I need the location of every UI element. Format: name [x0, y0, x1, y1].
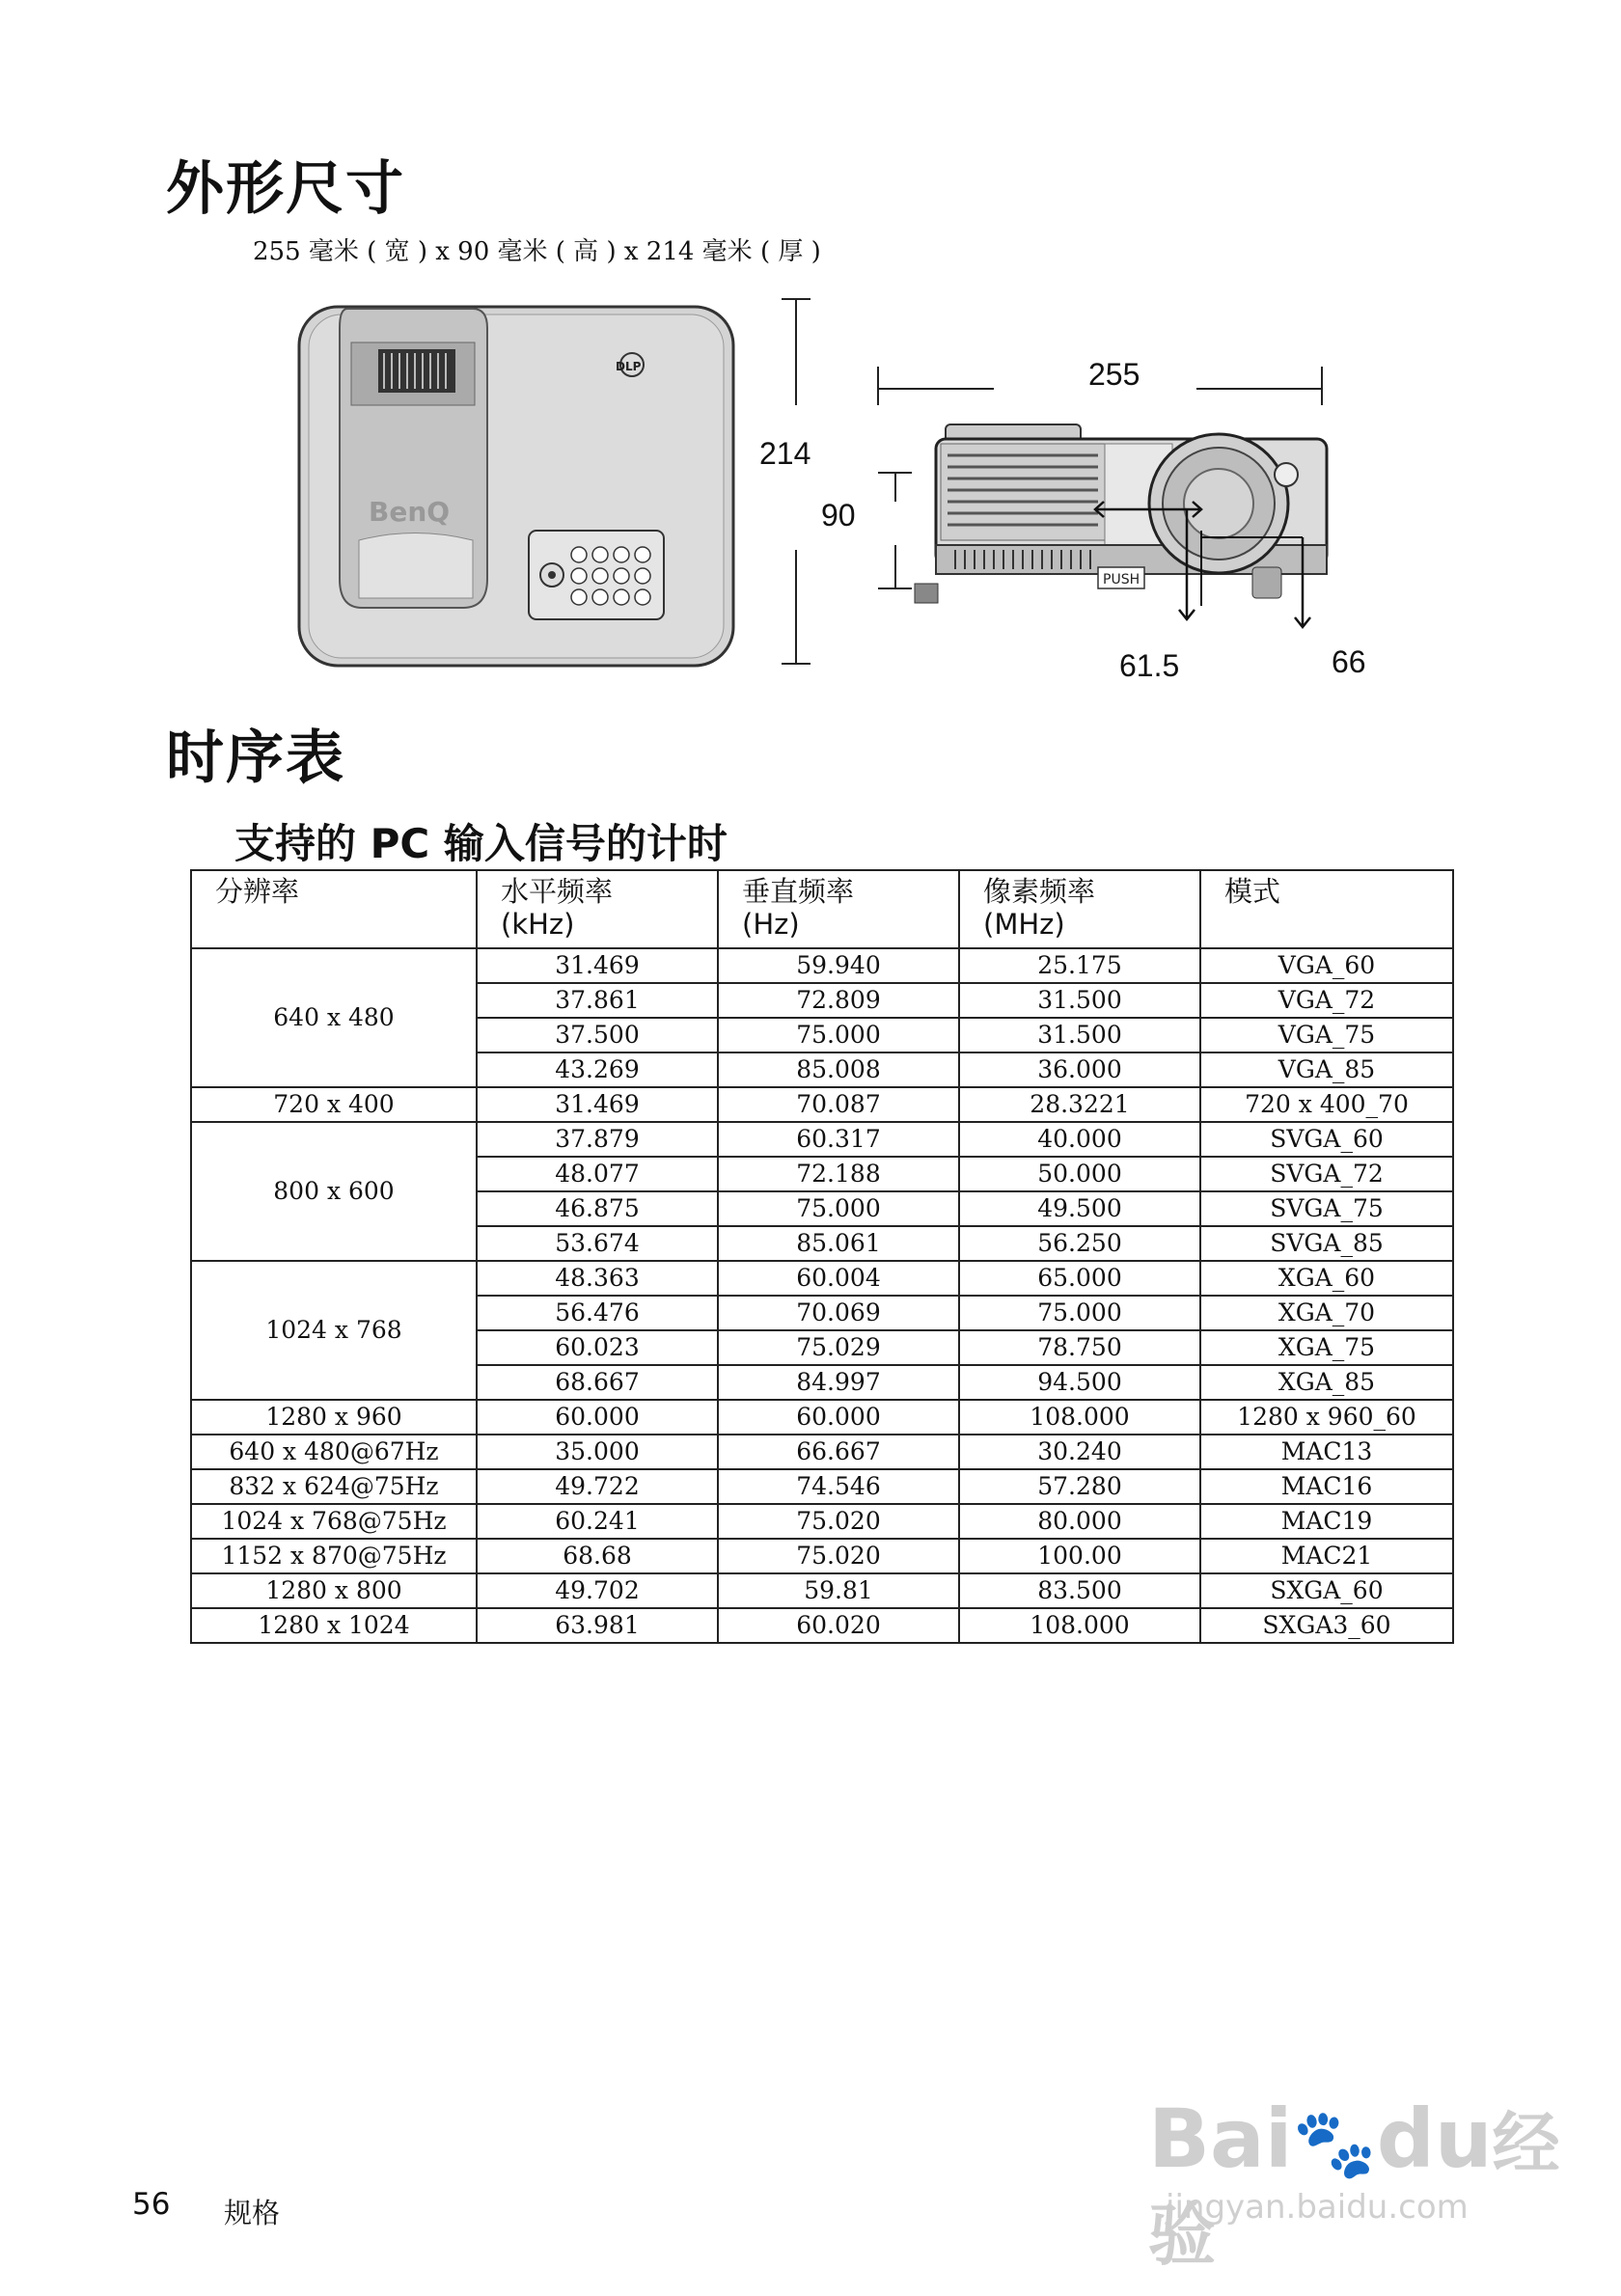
cell-h-freq: 37.500 — [477, 1018, 718, 1052]
cell-mode: SXGA3_60 — [1200, 1608, 1453, 1643]
cell-v-freq: 85.008 — [718, 1052, 959, 1087]
cell-h-freq: 48.363 — [477, 1261, 718, 1296]
table-row — [191, 1469, 1453, 1504]
cell-h-freq: 37.861 — [477, 983, 718, 1018]
cell-v-freq: 72.809 — [718, 983, 959, 1018]
table-row — [191, 1539, 1453, 1573]
cell-h-freq: 31.469 — [477, 1087, 718, 1122]
cell-v-freq: 72.188 — [718, 1157, 959, 1191]
cell-pixel-freq: 57.280 — [959, 1469, 1200, 1504]
table-header-row — [191, 870, 1453, 948]
table-row — [191, 1261, 1453, 1296]
push-label: PUSH — [1103, 572, 1140, 588]
cell-mode: XGA_85 — [1200, 1365, 1453, 1400]
cell-pixel-freq: 65.000 — [959, 1261, 1200, 1296]
cell-h-freq: 43.269 — [477, 1052, 718, 1087]
cell-v-freq: 60.317 — [718, 1122, 959, 1157]
cell-mode: SVGA_72 — [1200, 1157, 1453, 1191]
table-row — [191, 1122, 1453, 1157]
cell-v-freq: 75.000 — [718, 1018, 959, 1052]
cell-resolution: 1024 x 768 — [191, 1261, 477, 1400]
cell-mode: XGA_75 — [1200, 1330, 1453, 1365]
cell-pixel-freq: 31.500 — [959, 1018, 1200, 1052]
cell-h-freq: 56.476 — [477, 1296, 718, 1330]
cell-mode: SXGA_60 — [1200, 1573, 1453, 1608]
table-row — [191, 948, 1453, 983]
cell-mode: VGA_60 — [1200, 948, 1453, 983]
cell-h-freq: 37.879 — [477, 1122, 718, 1157]
cell-v-freq: 70.087 — [718, 1087, 959, 1122]
timing-table — [190, 869, 1454, 1644]
label-lens-offset: 61.5 — [1119, 648, 1180, 683]
table-row — [191, 1504, 1453, 1539]
cell-h-freq: 35.000 — [477, 1435, 718, 1469]
cell-pixel-freq: 25.175 — [959, 948, 1200, 983]
cell-h-freq: 53.674 — [477, 1226, 718, 1261]
cell-resolution: 640 x 480@67Hz — [191, 1435, 477, 1469]
cell-resolution: 640 x 480 — [191, 948, 477, 1087]
table-row — [191, 1573, 1453, 1608]
header-v-freq: 垂直频率 (Hz) — [718, 870, 959, 948]
cell-h-freq: 31.469 — [477, 948, 718, 983]
cell-pixel-freq: 31.500 — [959, 983, 1200, 1018]
section-title-timing: 时序表 — [166, 724, 345, 792]
cell-pixel-freq: 108.000 — [959, 1608, 1200, 1643]
cell-mode: MAC13 — [1200, 1435, 1453, 1469]
cell-pixel-freq: 49.500 — [959, 1191, 1200, 1226]
cell-pixel-freq: 108.000 — [959, 1400, 1200, 1435]
section-title-dimensions: 外形尺寸 — [166, 155, 405, 223]
watermark-url: jingyan.baidu.com — [1166, 2188, 1469, 2227]
label-width-255: 255 — [1088, 357, 1140, 392]
cell-resolution: 1280 x 960 — [191, 1400, 477, 1435]
cell-mode: VGA_85 — [1200, 1052, 1453, 1087]
cell-pixel-freq: 83.500 — [959, 1573, 1200, 1608]
cell-h-freq: 63.981 — [477, 1608, 718, 1643]
header-mode: 模式 — [1200, 870, 1453, 948]
paw-icon: 🐾 — [1292, 2104, 1377, 2183]
subtitle-pc-timing: 支持的 PC 输入信号的计时 — [234, 820, 728, 867]
cell-mode: MAC16 — [1200, 1469, 1453, 1504]
dlp-logo: DLP — [616, 360, 642, 373]
cell-mode: 1280 x 960_60 — [1200, 1400, 1453, 1435]
table-row — [191, 1435, 1453, 1469]
cell-mode: XGA_70 — [1200, 1296, 1453, 1330]
cell-v-freq: 70.069 — [718, 1296, 959, 1330]
header-resolution: 分辨率 — [191, 870, 477, 948]
cell-v-freq: 60.000 — [718, 1400, 959, 1435]
cell-pixel-freq: 94.500 — [959, 1365, 1200, 1400]
cell-resolution: 1280 x 800 — [191, 1573, 477, 1608]
cell-mode: SVGA_60 — [1200, 1122, 1453, 1157]
cell-mode: XGA_60 — [1200, 1261, 1453, 1296]
cell-h-freq: 68.68 — [477, 1539, 718, 1573]
header-h-freq: 水平频率 (kHz) — [477, 870, 718, 948]
cell-pixel-freq: 36.000 — [959, 1052, 1200, 1087]
cell-v-freq: 66.667 — [718, 1435, 959, 1469]
cell-h-freq: 60.000 — [477, 1400, 718, 1435]
cell-mode: SVGA_75 — [1200, 1191, 1453, 1226]
projector-top-view-diagram — [289, 289, 830, 675]
cell-pixel-freq: 80.000 — [959, 1504, 1200, 1539]
cell-pixel-freq: 28.3221 — [959, 1087, 1200, 1122]
cell-resolution: 1024 x 768@75Hz — [191, 1504, 477, 1539]
cell-resolution: 1280 x 1024 — [191, 1608, 477, 1643]
cell-resolution: 800 x 600 — [191, 1122, 477, 1261]
cell-resolution: 832 x 624@75Hz — [191, 1469, 477, 1504]
cell-v-freq: 75.000 — [718, 1191, 959, 1226]
cell-pixel-freq: 100.00 — [959, 1539, 1200, 1573]
cell-h-freq: 49.722 — [477, 1469, 718, 1504]
label-foot-66: 66 — [1332, 644, 1366, 679]
table-row — [191, 1400, 1453, 1435]
cell-v-freq: 59.940 — [718, 948, 959, 983]
cell-pixel-freq: 78.750 — [959, 1330, 1200, 1365]
cell-v-freq: 75.029 — [718, 1330, 959, 1365]
cell-v-freq: 74.546 — [718, 1469, 959, 1504]
cell-v-freq: 84.997 — [718, 1365, 959, 1400]
cell-h-freq: 49.702 — [477, 1573, 718, 1608]
label-depth-214: 214 — [759, 436, 811, 471]
header-pixel-freq: 像素频率 (MHz) — [959, 870, 1200, 948]
table-row — [191, 1087, 1453, 1122]
cell-v-freq: 60.020 — [718, 1608, 959, 1643]
cell-h-freq: 60.241 — [477, 1504, 718, 1539]
cell-pixel-freq: 75.000 — [959, 1296, 1200, 1330]
cell-mode: VGA_72 — [1200, 983, 1453, 1018]
cell-mode: SVGA_85 — [1200, 1226, 1453, 1261]
table-row — [191, 1608, 1453, 1643]
cell-pixel-freq: 40.000 — [959, 1122, 1200, 1157]
cell-pixel-freq: 30.240 — [959, 1435, 1200, 1469]
cell-v-freq: 59.81 — [718, 1573, 959, 1608]
cell-mode: VGA_75 — [1200, 1018, 1453, 1052]
cell-pixel-freq: 56.250 — [959, 1226, 1200, 1261]
cell-v-freq: 75.020 — [718, 1539, 959, 1573]
cell-v-freq: 75.020 — [718, 1504, 959, 1539]
cell-v-freq: 60.004 — [718, 1261, 959, 1296]
dimensions-text: 255 毫米 ( 宽 ) x 90 毫米 ( 高 ) x 214 毫米 ( 厚 ) — [253, 237, 821, 266]
label-height-90: 90 — [821, 498, 856, 533]
timing-table-body — [191, 948, 1453, 1643]
footer-section: 规格 — [224, 2197, 281, 2229]
cell-mode: MAC19 — [1200, 1504, 1453, 1539]
baidu-watermark: Bai🐾du经验 — [1148, 2091, 1560, 2275]
cell-mode: 720 x 400_70 — [1200, 1087, 1453, 1122]
cell-pixel-freq: 50.000 — [959, 1157, 1200, 1191]
cell-resolution: 720 x 400 — [191, 1087, 477, 1122]
cell-mode: MAC21 — [1200, 1539, 1453, 1573]
cell-h-freq: 48.077 — [477, 1157, 718, 1191]
cell-h-freq: 60.023 — [477, 1330, 718, 1365]
cell-h-freq: 68.667 — [477, 1365, 718, 1400]
page-number: 56 — [132, 2187, 171, 2222]
cell-v-freq: 85.061 — [718, 1226, 959, 1261]
cell-resolution: 1152 x 870@75Hz — [191, 1539, 477, 1573]
cell-h-freq: 46.875 — [477, 1191, 718, 1226]
benq-logo: BenQ — [369, 496, 451, 528]
